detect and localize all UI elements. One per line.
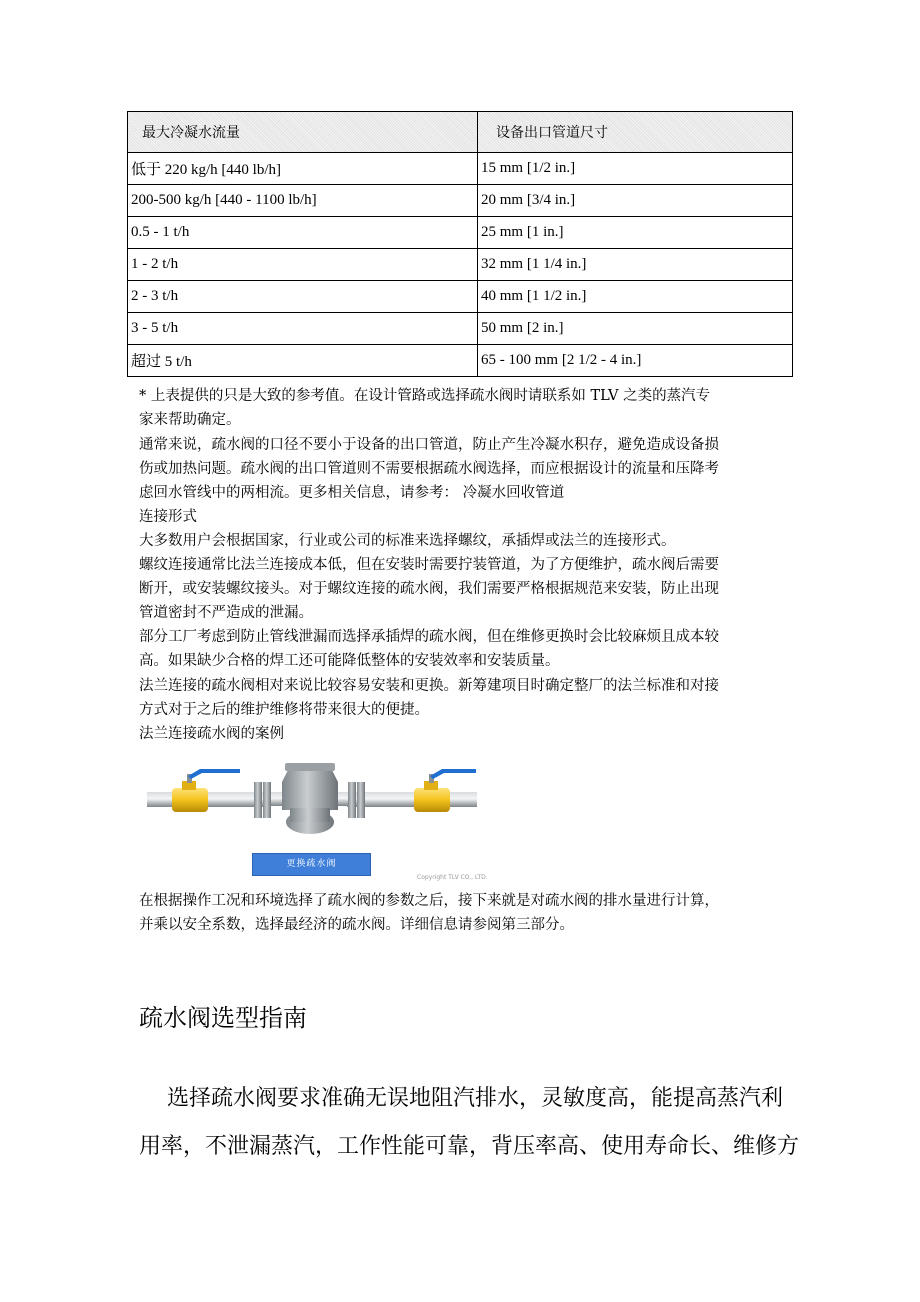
flow-cell: 超过 5 t/h (128, 345, 478, 377)
paragraph-line: 螺纹连接通常比法兰连接成本低，但在安装时需要拧装管道，为了方便维护，疏水阀后需要 (139, 557, 719, 573)
flange-left-outer (254, 782, 262, 818)
pipe-size-cell: 50 mm [2 in.] (478, 313, 793, 345)
discharge-calculation-paragraph (139, 889, 799, 937)
paragraph-line: 方式对于之后的维护维修将带来很大的便捷。 (139, 702, 429, 718)
flow-cell: 0.5 - 1 t/h (128, 217, 478, 249)
flow-cell: 1 - 2 t/h (128, 249, 478, 281)
copyright-text: Copyright TLV CO., LTD. (417, 874, 488, 881)
table-row (128, 153, 793, 185)
figure-caption: 法兰连接疏水阀的案例 (139, 726, 284, 742)
paragraph-line: 在根据操作工况和环境选择了疏水阀的参数之后，接下来就是对疏水阀的排水量进行计算， (139, 893, 719, 909)
pipe-right (347, 792, 477, 807)
table-row (128, 313, 793, 345)
flange-left-inner (263, 782, 271, 818)
pipe-size-cell: 32 mm [1 1/4 in.] (478, 249, 793, 281)
paragraph-line: 高。如果缺少合格的焊工还可能降低整体的安装效率和安装质量。 (139, 653, 560, 669)
table-footnote (139, 384, 799, 432)
table-row (128, 345, 793, 377)
paragraph-line: 通常来说，疏水阀的口径不要小于设备的出口管道，防止产生冷凝水积存，避免造成设备损 (139, 437, 719, 453)
header-max-condensate-flow: 最大冷凝水流量 (128, 112, 478, 153)
table-header-row (128, 112, 793, 153)
section-heading-connection: 连接形式 (139, 509, 197, 525)
table-row (128, 185, 793, 217)
paragraph-line: 部分工厂考虑到防止管线泄漏而选择承插焊的疏水阀，但在维修更换时会比较麻烦且成本较 (139, 629, 719, 645)
flanged-paragraph (139, 674, 799, 722)
header-outlet-pipe-size: 设备出口管道尺寸 (478, 112, 793, 153)
paragraph-line: 法兰连接的疏水阀相对来说比较容易安装和更换。新筹建项目时确定整厂的法兰标准和对接 (139, 678, 719, 694)
footnote-line: * 上表提供的只是大致的参考值。在设计管路或选择疏水阀时请联系如 TLV 之类的蒸汽专 (139, 388, 711, 404)
connection-standard-paragraph: 大多数用户会根据国家，行业或公司的标准来选择螺纹，承插焊或法兰的连接形式。 (139, 533, 676, 549)
selection-guide-body (139, 1075, 799, 1171)
flow-cell: 3 - 5 t/h (128, 313, 478, 345)
steam-trap-body (271, 763, 348, 834)
pipe-size-cell: 15 mm [1/2 in.] (478, 153, 793, 185)
threaded-paragraph (139, 553, 799, 625)
flow-cell: 低于 220 kg/h [440 lb/h] (128, 153, 478, 185)
pipe-size-cell: 65 - 100 mm [2 1/2 - 4 in.] (478, 345, 793, 377)
flange-right-outer (357, 782, 365, 818)
flow-cell: 2 - 3 t/h (128, 281, 478, 313)
pipe-size-cell: 25 mm [1 in.] (478, 217, 793, 249)
pipe-size-cell: 40 mm [1 1/2 in.] (478, 281, 793, 313)
paragraph-line: 用率，不泄漏蒸汽，工作性能可靠，背压率高、使用寿命长、维修方 (139, 1134, 800, 1159)
paragraph-line: 管道密封不严造成的泄漏。 (139, 605, 313, 621)
pipe-size-cell: 20 mm [3/4 in.] (478, 185, 793, 217)
paragraph-line: 并乘以安全系数，选择最经济的疏水阀。详细信息请参阅第三部分。 (139, 917, 574, 933)
table-row (128, 249, 793, 281)
replace-trap-button[interactable]: 更换疏水阀 (252, 853, 371, 876)
section-title-selection-guide: 疏水阀选型指南 (139, 1004, 307, 1032)
socket-weld-paragraph (139, 625, 799, 673)
table-row (128, 217, 793, 249)
flange-right-inner (348, 782, 356, 818)
pipe-size-paragraph (139, 433, 799, 505)
paragraph-line: 虑回水管线中的两相流。更多相关信息，请参考： 冷凝水回收管道 (139, 485, 565, 501)
flanged-trap-figure (142, 752, 487, 882)
paragraph-line: 伤或加热问题。疏水阀的出口管道则不需要根据疏水阀选择，而应根据设计的流量和压降考 (139, 461, 719, 477)
paragraph-line: 断开，或安装螺纹接头。对于螺纹连接的疏水阀，我们需要严格根据规范来安装，防止出现 (139, 581, 719, 597)
condensate-flow-table (127, 111, 793, 377)
table-row (128, 281, 793, 313)
footnote-line: 家来帮助确定。 (139, 412, 241, 428)
flow-cell: 200-500 kg/h [440 - 1100 lb/h] (128, 185, 478, 217)
paragraph-line: 选择疏水阀要求准确无误地阻汽排水，灵敏度高，能提高蒸汽利 (139, 1086, 783, 1111)
